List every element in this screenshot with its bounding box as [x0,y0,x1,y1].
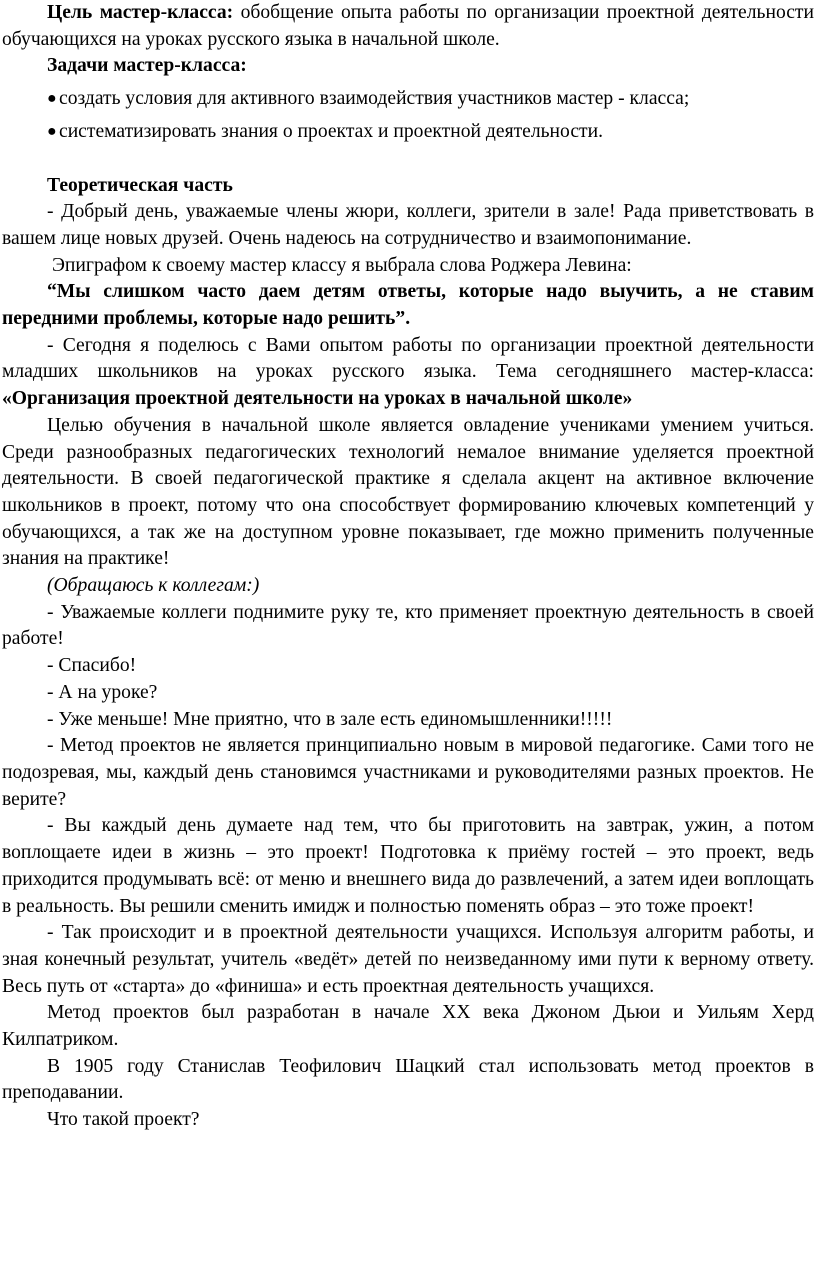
task-item-2: ● систематизировать знания о проектах и проектной деятельности. [2,119,814,146]
history-paragraph-1: Метод проектов был разработан в начале XX века Джоном Дьюи и Уильям Херд Килпатриком. [2,1002,814,1051]
theory-title: Теоретическая часть [47,174,233,196]
closing-question: Что такой проект? [47,1109,200,1131]
question-3: - А на уроке? [47,681,158,703]
bullet-icon: ● [47,90,57,108]
question-2: - Спасибо! [47,655,137,677]
tasks-title: Задачи мастер-класса: [47,55,247,77]
epigraph-quote: “Мы слишком часто даем детям ответы, которые надо выучить, а не ставим передними проблемы, которые надо решить”. [2,281,814,330]
history-paragraph-2: В 1905 году Станислав Теофилович Шацкий стал использовать метод проектов в преподавании. [2,1055,814,1104]
goal-text: обобщение опыта работы по организации проектной деятельности обучающихся на уроках русского языка в начальной школе. [2,2,814,50]
topic-paragraph [2,333,814,413]
goal-label: Цель мастер-класса: [47,2,234,23]
question-1: - Уважаемые коллеги поднимите руку те, кто применяет проектную деятельность в своей работе! [2,601,814,650]
bullet-icon: ● [47,122,57,140]
method-paragraph-3: - Так происходит и в проектной деятельности учащихся. Используя алгоритм работы, и зная конечный результат, учитель «ведёт» детей по неизведанному ими пути к верному ответу. Весь путь от «старта» до «финиша» и есть проектная деятельность учащихся. [2,922,814,997]
goal-of-education-paragraph: Целью обучения в начальной школе является овладение учениками умением учиться. Среди разнообразных педагогических технологий немалое внимание уделяется проектной деятельности. В своей педагогической практике я сделала акцент на активное включение школьников в проект, потому что она способствует формированию ключевых компетенций у обучающихся, а так же на доступном уровне показывает, где можно применить полученные знания на практике! [2,414,814,570]
goal-paragraph [2,0,814,53]
question-4: - Уже меньше! Мне приятно, что в зале есть единомышленники!!!!! [47,708,613,730]
topic-intro: - Сегодня я поделюсь с Вами опытом работы по организации проектной деятельности младших школьников на уроках русского языка. Тема сегодняшнего мастер-класса: [2,334,814,383]
epigraph-intro: Эпиграфом к своему мастер классу я выбрала слова Роджера Левина: [52,254,632,276]
colleagues-note: (Обращаюсь к коллегам:) [47,575,260,597]
greeting-paragraph: - Добрый день, уважаемые члены жюри, коллеги, зрители в зале! Рада приветствовать в вашем лице новых друзей. Очень надеюсь на сотрудничество и взаимопонимание. [2,201,814,249]
method-paragraph-1: - Метод проектов не является принципиально новым в мировой педагогике. Сами того не подозревая, мы, каждый день становимся участниками и руководителями разных проектов. Не верите? [2,735,814,810]
task-item-1: ● создать условия для активного взаимодействия участников мастер - класса; [2,86,814,113]
method-paragraph-2: - Вы каждый день думаете над тем, что бы приготовить на завтрак, ужин, а потом воплощаете идеи в жизнь – это проект! Подготовка к приёму гостей – это проект, ведь приходится продумывать всё: от меню и внешнего вида до развлечений, а затем идеи воплощать в реальность. Вы решили сменить имидж и полностью поменять образ – это тоже проект! [2,815,814,917]
topic-title: «Организация проектной деятельности на уроках в начальной школе» [2,388,633,410]
